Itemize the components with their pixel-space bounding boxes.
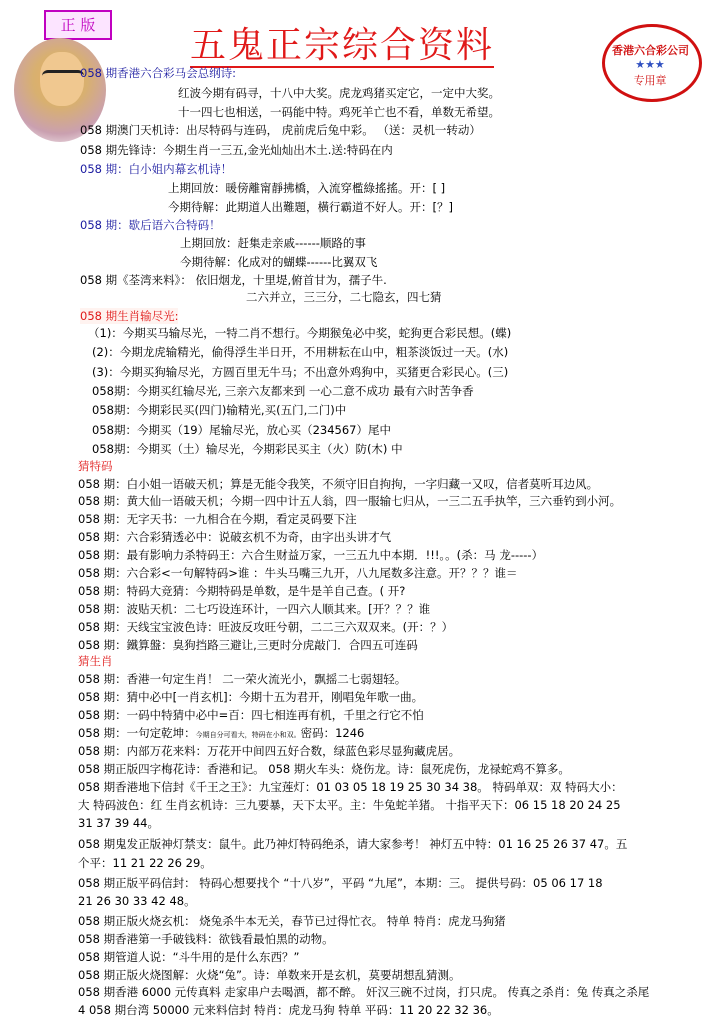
text-line: 058 期：白小姐内幕玄机诗！	[80, 162, 233, 176]
text-line: 058 期香港地下信封《千王之王》：九宝莲灯：01 03 05 18 19 25 30 34 38。 特码单双：双 特码大小：	[78, 780, 623, 794]
text-line: 058 期：歇后语六合特码！	[80, 218, 221, 232]
text-line: 大 特码波色：红 生肖玄机诗：三九要暴，天下太平。主：牛兔蛇羊猪。 十指平天下：06 15 18 20 24 25	[78, 798, 621, 812]
text-line: 今期待解：此期道人出難題，橫行霸道不好人。开：[？]	[168, 200, 453, 214]
text-line: 058 期先锋诗：今期生肖一三五,金光灿灿出木土.送:特码在内	[80, 143, 393, 157]
seal-text: 香港六合彩公司	[612, 44, 689, 57]
text-line: 058 期：六合彩<一句解特码>谁 ：牛头马嘴三九开，八九尾数多注意。开？？？谁＝	[78, 566, 518, 580]
text-line: 058 期澳门天机诗：出尽特码与连码， 虎前虎后兔中彩。 （送：灵机一转动）	[80, 123, 481, 137]
text-line: 058 期正版四字梅花诗：香港和记。 058 期火车头：烧伤龙。诗：鼠死虎伤，龙禄蛇鸡不算多。	[78, 762, 570, 776]
text-line: 058期：今期买红输尽光, 三亲六友都来到 一心二意不成功 最有六时苦争香	[92, 384, 474, 398]
text-line: 上期回放：赶集走亲戚------顺路的事	[180, 236, 366, 250]
text-line: 21 26 30 33 42 48。	[78, 894, 196, 908]
text-line: 058 期香港 6000 元传真料 走家串户去喝酒，都不醉。 奸汉三碗不过岗，打只虎。 传真之杀肖：兔 传真之杀尾	[78, 985, 650, 999]
text-line: 058 期香港第一手破钱料：欲钱看最怕黑的动物。	[78, 932, 334, 946]
text-line: （1)：今期买马输尽光，一特二肖不想行。今期猴兔必中奖，蛇狗更合彩民想。(蝶)	[88, 326, 512, 340]
text-line: 二六并立，三三分，二七隐玄，四七猜	[246, 290, 442, 304]
small-note: 今期自分可看大，特码在小和双。	[195, 731, 301, 739]
text-line: 058 期正版火烧图解：火烧“兔”。诗：单数来开是玄机，莫要胡想乱猜测。	[78, 968, 461, 982]
text-line: 058 期：白小姐一语破天机；算是无能令我笑，不须守旧自拘拘，一字归藏一又叹，信者莫听耳边风。	[78, 477, 599, 491]
text-line: 058期：今期买（土）输尽光，今期彩民买主（火）防(木) 中	[92, 442, 403, 456]
text-line: (2)：今期龙虎输精光，偷得浮生半日开，不用耕耘在山中，粗茶淡饭过一天。(水)	[92, 345, 509, 359]
text-line: 058期：今期买（19）尾输尽光，放心买（234567）尾中	[92, 423, 391, 437]
text-line: 058 期鬼发正版神灯禁支：鼠牛。此乃神灯特码绝杀，请大家参考！ 神灯五中特：01 16 25 26 37 47。五	[78, 837, 628, 851]
portrait-glasses	[42, 70, 84, 83]
seal-stars-icon: ★★★	[635, 58, 665, 71]
text-line: 058 期：香港一句定生肖！ 二一荣火流光小，飘摇二七弱翅轻。	[78, 672, 407, 686]
text-line: 31 37 39 44。	[78, 816, 159, 830]
text-line: (3)：今期买狗输尽光，方圆百里无牛马；不出意外鸡狗中，买猪更合彩民心。(三)	[92, 365, 509, 379]
text-line: 058 期：一句定乾坤：今期自分可看大，特码在小和双。密码：1246	[78, 726, 365, 740]
text-line: 058期：今期彩民买(四门)输精光,买(五门,二门)中	[92, 403, 347, 417]
text-line: 猜生肖	[78, 654, 113, 668]
text-line: 058 期香港六合彩马会总纲诗:	[80, 66, 236, 80]
text-line: 058 期：猜中必中[一肖玄机]：今期十五为君开，刚唱兔年歌一曲。	[78, 690, 424, 704]
text-line: 4 058 期台湾 50000 元来料信封 特肖：虎龙马狗 特单 平码：11 20 22 32 36。	[78, 1003, 499, 1017]
text-line: 058 期正版火烧玄机： 烧兔杀牛本无关，春节已过得忙衣。 特单 特肖：虎龙马狗猪	[78, 914, 506, 928]
edition-badge: 正 版	[44, 10, 112, 40]
text-line: 058 期管道人说：“斗牛用的是什么东西？”	[78, 950, 300, 964]
text-line: 058 期正版平码信封： 特码心想要找个 “十八岁”，平码 “九尾”，本期：三。 提供号码：05 06 17 18	[78, 876, 603, 890]
text-line: 058 期：特码大竞猜：今期特码是单数，是牛是羊自己查。( 开?	[78, 584, 406, 598]
text-line: 上期回放：暖傍離甯靜拂橋，入流穿檻綠搖搖。开：[ ]	[168, 181, 446, 195]
text-line: 058 期：内部万花来料：万花开中间四五好合数，绿蓝色彩尽显狗藏虎居。	[78, 744, 461, 758]
text-line: 058 期：鐵算盤：臭狗挡路三避让,三更时分虎敲门．合四五可连码	[78, 638, 418, 652]
text-line: 058 期：六合彩猜透必中：说破玄机不为奇，由字出头讲才气	[78, 530, 392, 544]
text-line: 058 期生肖输尽光:	[80, 309, 179, 323]
text-line: 058 期：无字天书：一九相合在今期，看定灵码要下注	[78, 512, 357, 526]
seal-label: 专用章	[633, 74, 667, 87]
text-line: 今期待解：化成对的蝴蝶------比翼双飞	[180, 255, 378, 269]
text-line: 058 期：黄大仙一语破天机；今期一四中计五人翁，四一服输七归从，一三二五手执竿，三六垂钓到小河。	[78, 494, 622, 508]
text-line: 十一四七也相送，一码能中特。鸡死羊亡也不看，单数无希望。	[178, 105, 500, 119]
text-line: 058 期《荃湾来料》： 依旧烟龙，十里堤,俯首甘为，孺子牛.	[80, 273, 387, 287]
text-line: 058 期：一码中特猜中必中=百：四七相连再有机，千里之行它不怕	[78, 708, 424, 722]
text-line: 红波今期有码寻，十八中大奖。虎龙鸡猪买定它，一定中大奖。	[178, 86, 500, 100]
text-line: 058 期：波贴天机：二七巧设连环计，一四六人顺其来。[开？？？谁	[78, 602, 431, 616]
text-line: 058 期：天线宝宝波色诗：旺波反攻旺兮朝，二二三六双双来。(开：？）	[78, 620, 454, 634]
text-line: 个平：11 21 22 26 29。	[78, 856, 212, 870]
password-value: 密码：1246	[300, 726, 365, 740]
text-line: 058 期：最有影响力杀特码王：六合生财益万家，一三五九中本期．!!!。。(杀：马 龙-----）	[78, 548, 544, 562]
page-title: 五鬼正宗综合资料	[190, 25, 495, 66]
text-line: 猜特码	[78, 459, 113, 473]
